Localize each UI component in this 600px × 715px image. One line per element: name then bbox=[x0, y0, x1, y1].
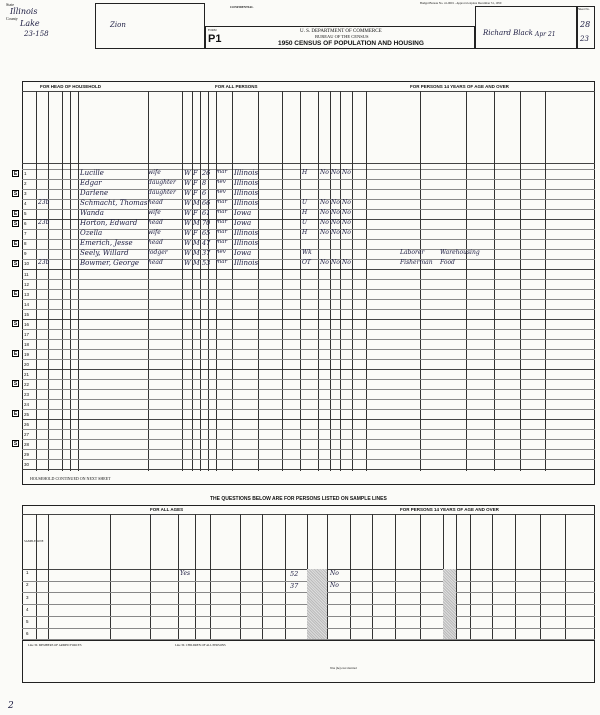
main-row-line bbox=[22, 349, 595, 350]
record-line-empty: 12 bbox=[24, 282, 30, 287]
margin-mark: 2 bbox=[8, 701, 14, 711]
record-race: W bbox=[184, 239, 191, 247]
sample-column-line bbox=[285, 514, 286, 639]
main-column-line bbox=[300, 91, 301, 471]
record-name: Darlene bbox=[80, 189, 109, 197]
footer-note-a: Line 30. MEMBERS OF ARMED FORCES bbox=[28, 643, 82, 647]
record-line-empty: 22 bbox=[24, 382, 30, 387]
record-c17: No bbox=[331, 209, 340, 216]
sample-column-line bbox=[350, 514, 351, 639]
record-c18: No bbox=[342, 199, 351, 206]
record-c18: No bbox=[342, 209, 351, 216]
record-line: 6 bbox=[24, 221, 27, 226]
record-race: W bbox=[184, 179, 191, 187]
record-line-empty: 15 bbox=[24, 312, 30, 317]
sample-shaded-column-2 bbox=[443, 569, 456, 639]
record-relation: wife bbox=[148, 229, 161, 236]
main-column-line bbox=[494, 91, 495, 471]
main-row-line bbox=[22, 389, 595, 390]
record-birthplace: Iowa bbox=[234, 249, 252, 257]
sample-column-line bbox=[178, 514, 179, 639]
record-birthplace: Illinois bbox=[234, 229, 259, 237]
record-marital: mar bbox=[216, 239, 228, 245]
column-number-line bbox=[22, 169, 595, 170]
record-line-empty: 28 bbox=[24, 442, 30, 447]
main-column-line bbox=[545, 91, 546, 471]
record-line-empty: 16 bbox=[24, 322, 30, 327]
record-marital: mar bbox=[216, 219, 228, 225]
sample-line-label: SAMPLE LINE bbox=[24, 539, 44, 543]
budget-note: Budget Bureau No. 41-0601 - Approval expires December 31, 1950 bbox=[420, 1, 502, 5]
record-line: 7 bbox=[24, 231, 27, 236]
record-line: 8 bbox=[24, 241, 27, 246]
record-c17: No bbox=[331, 259, 340, 266]
main-row-line bbox=[22, 299, 595, 300]
sample-line-marker: E bbox=[13, 241, 18, 247]
footer-note-c: Was (he) ever married bbox=[330, 666, 357, 670]
sample-c21: Yes bbox=[180, 570, 191, 577]
sample-all-ages-title: FOR ALL AGES bbox=[150, 507, 184, 512]
record-line: 10 bbox=[24, 261, 30, 266]
main-column-line bbox=[48, 91, 49, 471]
record-sex: F bbox=[193, 179, 198, 187]
record-relation: daughter bbox=[148, 179, 176, 186]
record-occupation: Fisherman bbox=[400, 259, 433, 266]
record-race: W bbox=[184, 259, 191, 267]
record-c16: No bbox=[320, 229, 329, 236]
record-line-empty: 17 bbox=[24, 332, 30, 337]
main-row-line bbox=[22, 229, 595, 230]
record-line-empty: 14 bbox=[24, 302, 30, 307]
record-c18: No bbox=[342, 169, 351, 176]
sample-line-empty: 5 bbox=[26, 618, 29, 624]
header-place-hand: Zion bbox=[110, 21, 126, 29]
record-marital: mar bbox=[216, 169, 228, 175]
record-name: Emerich, Jesse bbox=[80, 239, 133, 247]
record-relation: wife bbox=[148, 169, 161, 176]
record-age: 53 bbox=[202, 259, 211, 267]
sample-column-line bbox=[327, 514, 328, 639]
record-line: 3 bbox=[24, 191, 27, 196]
record-line-empty: 24 bbox=[24, 402, 30, 407]
record-race: W bbox=[184, 169, 191, 177]
main-column-line bbox=[340, 91, 341, 471]
record-marital: mar bbox=[216, 199, 228, 205]
record-birthplace: Illinois bbox=[234, 179, 259, 187]
record-age: 37 bbox=[202, 249, 211, 257]
main-row-line bbox=[22, 269, 595, 270]
main-column-line bbox=[70, 91, 71, 471]
record-c15: OT bbox=[302, 259, 311, 266]
main-column-line bbox=[208, 91, 209, 471]
record-house: 23b bbox=[38, 219, 50, 226]
sample-line-marker: E bbox=[13, 411, 18, 417]
section-persons14-title: FOR PERSONS 14 YEARS OF AGE AND OVER bbox=[410, 84, 509, 89]
record-race: W bbox=[184, 219, 191, 227]
record-c15: H bbox=[302, 169, 308, 176]
record-line: 9 bbox=[24, 251, 27, 256]
record-c17: No bbox=[331, 229, 340, 236]
record-sex: M bbox=[193, 199, 200, 207]
record-c15: H bbox=[302, 209, 308, 216]
record-c16: No bbox=[320, 219, 329, 226]
sample-line-empty: 6 bbox=[26, 630, 29, 636]
main-column-line bbox=[232, 91, 233, 471]
record-c15: U bbox=[302, 199, 308, 206]
sheet-number: 28 bbox=[580, 20, 591, 29]
main-row-line bbox=[22, 399, 595, 400]
record-line-empty: 18 bbox=[24, 342, 30, 347]
record-relation: daughter bbox=[148, 189, 176, 196]
agency-line2: BUREAU OF THE CENSUS bbox=[315, 34, 369, 39]
record-sex: F bbox=[193, 169, 198, 177]
header-enumerator-box bbox=[475, 6, 577, 49]
record-line-empty: 23 bbox=[24, 392, 30, 397]
sample-column-line bbox=[48, 514, 49, 639]
main-column-line bbox=[318, 91, 319, 471]
record-name: Lucille bbox=[80, 169, 104, 177]
record-line: 4 bbox=[24, 201, 27, 206]
record-age: 47 bbox=[202, 239, 211, 247]
main-column-line bbox=[36, 91, 37, 471]
main-row-line bbox=[22, 369, 595, 370]
record-c16: No bbox=[320, 209, 329, 216]
record-race: W bbox=[184, 199, 191, 207]
record-relation: head bbox=[148, 219, 163, 226]
record-line-empty: 13 bbox=[24, 292, 30, 297]
record-age: 65 bbox=[202, 229, 211, 237]
record-industry: Food bbox=[440, 259, 455, 266]
household-footer-label: HOUSEHOLD CONTINUED ON NEXT SHEET bbox=[30, 476, 111, 481]
footer-notes-box bbox=[22, 640, 595, 683]
sample-column-line bbox=[372, 514, 373, 639]
record-c15: H bbox=[302, 229, 308, 236]
main-row-line bbox=[22, 279, 595, 280]
sample-line: 1 bbox=[26, 570, 29, 575]
record-line-empty: 30 bbox=[24, 462, 30, 467]
header-date-hand: Apr 21 bbox=[535, 31, 556, 38]
record-c16: No bbox=[320, 169, 329, 176]
record-line: 2 bbox=[24, 181, 27, 186]
sample-column-line bbox=[470, 514, 471, 639]
main-column-line bbox=[258, 91, 259, 471]
main-row-line bbox=[22, 449, 595, 450]
main-column-line bbox=[200, 91, 201, 471]
sample-questions-title: THE QUESTIONS BELOW ARE FOR PERSONS LISTED ON SAMPLE LINES bbox=[210, 496, 387, 502]
sample-column-line bbox=[210, 514, 211, 639]
record-line: 1 bbox=[24, 171, 27, 176]
record-age: 26 bbox=[202, 169, 211, 177]
main-table bbox=[22, 81, 595, 485]
main-column-line bbox=[352, 91, 353, 471]
main-row-line bbox=[22, 379, 595, 380]
record-name: Ozella bbox=[80, 229, 103, 237]
record-name: Wanda bbox=[80, 209, 104, 217]
record-birthplace: Illinois bbox=[234, 199, 259, 207]
sample-line-marker: E bbox=[13, 211, 18, 217]
main-column-line bbox=[216, 91, 217, 471]
sample-column-line bbox=[565, 514, 566, 639]
sample-line-marker: S bbox=[13, 441, 18, 447]
record-house: 23b bbox=[38, 259, 50, 266]
main-column-line bbox=[182, 91, 183, 471]
record-age: 8 bbox=[202, 179, 207, 187]
main-row-line bbox=[22, 179, 595, 180]
record-line-empty: 27 bbox=[24, 432, 30, 437]
record-relation: head bbox=[148, 239, 163, 246]
sample-line-marker: S bbox=[13, 221, 18, 227]
record-age: 61 bbox=[202, 209, 211, 217]
record-sex: M bbox=[193, 259, 200, 267]
sample-column-line bbox=[540, 514, 541, 639]
sample-column-line bbox=[110, 514, 111, 639]
record-sex: F bbox=[193, 229, 198, 237]
record-relation: head bbox=[148, 199, 163, 206]
main-row-line bbox=[22, 409, 595, 410]
sample-persons14-title: FOR PERSONS 14 YEARS OF AGE AND OVER bbox=[400, 507, 499, 512]
sample-column-line bbox=[240, 514, 241, 639]
census-title: 1950 CENSUS OF POPULATION AND HOUSING bbox=[278, 40, 424, 47]
main-row-line bbox=[22, 439, 595, 440]
record-marital: mar bbox=[216, 259, 228, 265]
record-age: 70 bbox=[202, 219, 211, 227]
main-row-line bbox=[22, 209, 595, 210]
record-marital: nev bbox=[216, 249, 226, 255]
record-line-empty: 20 bbox=[24, 362, 30, 367]
record-line-empty: 29 bbox=[24, 452, 30, 457]
form-number: P1 bbox=[208, 33, 222, 45]
section-all-persons-title: FOR ALL PERSONS bbox=[215, 84, 258, 89]
main-row-line bbox=[22, 329, 595, 330]
record-line-empty: 19 bbox=[24, 352, 30, 357]
sample-c26: No bbox=[330, 570, 339, 577]
section-title-divider bbox=[22, 91, 595, 92]
record-industry: Warehousing bbox=[440, 249, 480, 256]
main-row-line bbox=[22, 459, 595, 460]
main-row-line bbox=[22, 429, 595, 430]
record-race: W bbox=[184, 229, 191, 237]
record-marital: nev bbox=[216, 179, 226, 185]
record-name: Bowmer, George bbox=[80, 259, 140, 267]
sample-column-line bbox=[262, 514, 263, 639]
record-birthplace: Iowa bbox=[234, 219, 252, 227]
sample-column-line bbox=[492, 514, 493, 639]
record-sex: M bbox=[193, 239, 200, 247]
main-row-line bbox=[22, 319, 595, 320]
sample-shaded-column bbox=[307, 569, 327, 639]
header-left-numbers: 23-158 bbox=[24, 30, 49, 38]
record-c17: No bbox=[331, 199, 340, 206]
record-birthplace: Illinois bbox=[234, 239, 259, 247]
record-name: Seely, Willard bbox=[80, 249, 129, 257]
sample-column-line bbox=[395, 514, 396, 639]
ed-number: 23 bbox=[580, 35, 589, 43]
sample-line-marker: E bbox=[13, 171, 18, 177]
record-name: Schmacht, Thomas bbox=[80, 199, 148, 207]
sample-column-line bbox=[195, 514, 196, 639]
record-race: W bbox=[184, 209, 191, 217]
record-c16: No bbox=[320, 199, 329, 206]
header-county-hand: Lake bbox=[20, 19, 40, 28]
main-row-line bbox=[22, 339, 595, 340]
record-relation: wife bbox=[148, 209, 161, 216]
main-row-line bbox=[22, 419, 595, 420]
record-relation: head bbox=[148, 259, 163, 266]
footer-note-b: Line 30. CHILDREN OF ALL PERSONS bbox=[175, 643, 226, 647]
record-occupation: Laborer bbox=[400, 249, 425, 256]
main-column-line bbox=[192, 91, 193, 471]
record-race: W bbox=[184, 189, 191, 197]
record-birthplace: Illinois bbox=[234, 259, 259, 267]
main-column-line bbox=[330, 91, 331, 471]
record-c18: No bbox=[342, 259, 351, 266]
main-column-line bbox=[282, 91, 283, 471]
form-label: FORM bbox=[208, 28, 217, 32]
record-c16: No bbox=[320, 259, 329, 266]
sample-line-marker: E bbox=[13, 351, 18, 357]
sample-line-marker: S bbox=[13, 321, 18, 327]
main-column-line bbox=[466, 91, 467, 471]
header-state-hand: Illinois bbox=[10, 7, 38, 16]
main-column-line bbox=[366, 91, 367, 471]
sample-c26: No bbox=[330, 581, 339, 589]
record-sex: M bbox=[193, 249, 200, 257]
record-line-empty: 26 bbox=[24, 422, 30, 427]
sample-line-marker: E bbox=[13, 291, 18, 297]
record-c17: No bbox=[331, 169, 340, 176]
section-household-title: FOR HEAD OF HOUSEHOLD bbox=[40, 84, 102, 89]
record-race: W bbox=[184, 249, 191, 257]
header-bottom-line bbox=[22, 163, 595, 164]
main-row-line bbox=[22, 289, 595, 290]
confidential-label: CONFIDENTIAL bbox=[230, 5, 254, 9]
record-sex: F bbox=[193, 189, 198, 197]
record-relation: lodger bbox=[148, 249, 168, 256]
main-column-line bbox=[78, 91, 79, 471]
sample-column-line bbox=[150, 514, 151, 639]
sample-line: 2 bbox=[26, 581, 29, 587]
record-birthplace: Iowa bbox=[234, 209, 252, 217]
record-house: 23b bbox=[38, 199, 50, 206]
main-row-line bbox=[22, 309, 595, 310]
record-birthplace: Illinois bbox=[234, 169, 259, 177]
record-c18: No bbox=[342, 219, 351, 226]
main-column-line bbox=[148, 91, 149, 471]
sample-column-line bbox=[456, 514, 457, 639]
sheet-label: Sheet No. bbox=[578, 7, 590, 11]
record-age: 6 bbox=[202, 189, 207, 197]
record-line: 5 bbox=[24, 211, 27, 216]
record-name: Edgar bbox=[80, 179, 102, 187]
sample-line-marker: S bbox=[13, 261, 18, 267]
record-line-empty: 25 bbox=[24, 412, 30, 417]
main-column-line bbox=[420, 91, 421, 471]
sample-line-marker: S bbox=[13, 381, 18, 387]
record-marital: mar bbox=[216, 229, 228, 235]
main-row-line bbox=[22, 469, 595, 470]
record-sex: F bbox=[193, 209, 198, 217]
main-row-line bbox=[22, 359, 595, 360]
record-marital: mar bbox=[216, 209, 228, 215]
main-column-line bbox=[62, 91, 63, 471]
record-age: 66 bbox=[202, 199, 211, 207]
record-birthplace: Illinois bbox=[234, 189, 259, 197]
record-marital: nev bbox=[216, 189, 226, 195]
sample-line-empty: 4 bbox=[26, 607, 29, 613]
record-line-empty: 21 bbox=[24, 372, 30, 377]
record-line-empty: 11 bbox=[24, 272, 29, 277]
record-c17: No bbox=[331, 219, 340, 226]
agency-line1: U. S. DEPARTMENT OF COMMERCE bbox=[300, 29, 382, 34]
sample-line-marker: S bbox=[13, 191, 18, 197]
sample-column-line bbox=[515, 514, 516, 639]
header-enumerator-hand: Richard Black bbox=[483, 29, 533, 37]
record-sex: M bbox=[193, 219, 200, 227]
record-c18: No bbox=[342, 229, 351, 236]
record-c15: U bbox=[302, 219, 308, 226]
sample-line-empty: 3 bbox=[26, 595, 29, 601]
record-c15: Wk bbox=[302, 249, 312, 256]
header-county-label: County bbox=[6, 16, 18, 21]
record-name: Horton, Edward bbox=[80, 219, 138, 227]
sample-title-divider bbox=[22, 514, 595, 515]
header-state-label: State bbox=[6, 2, 14, 7]
sample-c25: 37 bbox=[290, 581, 299, 590]
main-column-line bbox=[520, 91, 521, 471]
sample-c25: 52 bbox=[290, 570, 299, 578]
sample-column-line bbox=[36, 514, 37, 639]
sample-column-line bbox=[420, 514, 421, 639]
